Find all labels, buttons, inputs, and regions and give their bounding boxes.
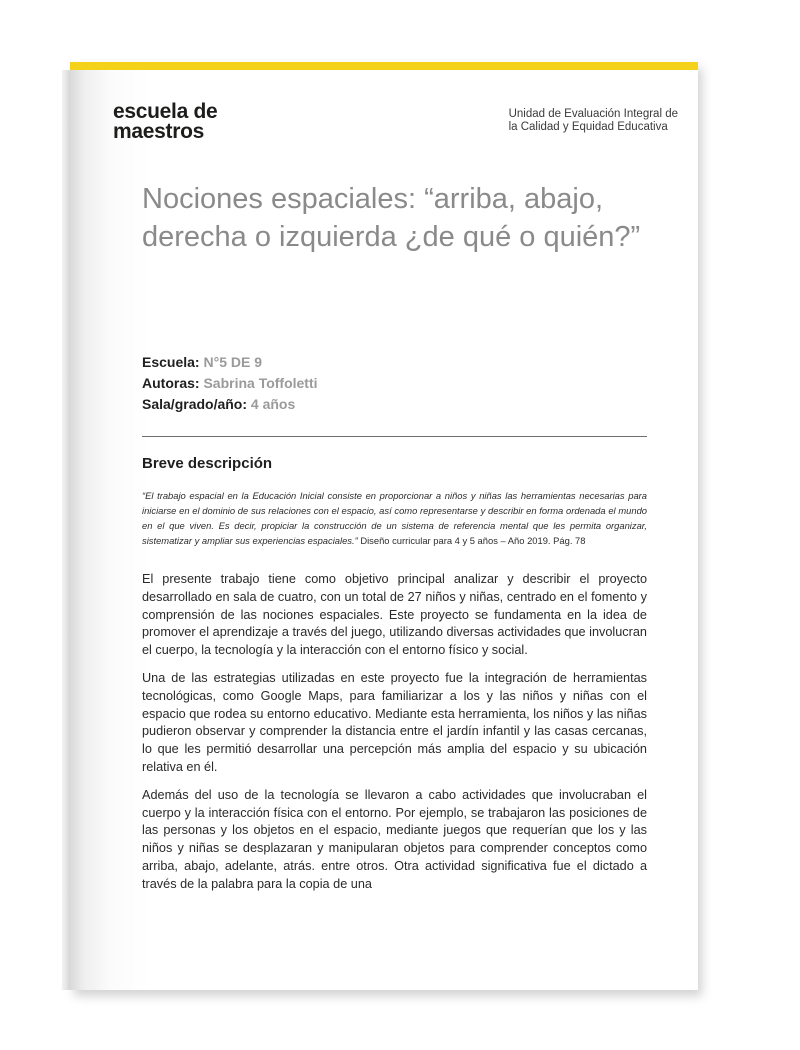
logo-line-2: maestros <box>113 120 204 143</box>
curriculum-quote <box>142 488 647 548</box>
authors-value: Sabrina Toffoletti <box>203 375 318 391</box>
quote-text: “El trabajo espacial en la Educación Inicial consiste en proporcionar a niños y niñas las herramientas necesarias para iniciarse en el dominio de sus relaciones con el espacio, así como representarse y describir en forma ordenada el mundo en el que viven. Es decir, propiciar la construcción de un sistema de referencia mental que les permita organizar, sistematizar y ampliar sus experiencias espaciales.” <box>142 490 647 546</box>
yellow-top-bar <box>70 62 698 70</box>
meta-grade <box>142 394 318 415</box>
institution-unit <box>509 108 678 134</box>
authors-label: Autoras: <box>142 375 200 391</box>
school-label: Escuela: <box>142 354 200 370</box>
grade-value: 4 años <box>250 396 296 412</box>
paragraph: El presente trabajo tiene como objetivo principal analizar y describir el proyecto desarrollado en sala de cuatro, con un total de 27 niños y niñas, centrado en el fomento y comprensión de las nociones espaciales. Este proyecto se fundamenta en la idea de promover el aprendizaje a través del juego, utilizando diversas actividades que involucran el cuerpo, la tecnología y la interacción con el entorno físico y social. <box>142 572 647 658</box>
unit-line-1: Unidad de Evaluación Integral de <box>508 108 678 120</box>
grade-label: Sala/grado/año: <box>142 396 248 412</box>
paragraph: Una de las estrategias utilizadas en este proyecto fue la integración de herramientas tecnológicas, como Google Maps, para familiarizar a los y las niños y niñas con el espacio que rodea su entorno educativo. Mediante esta herramienta, los niños y las niñas pudieron observar y comprender la distancia entre el jardín infantil y las casas cercanas, lo que les permitió desarrollar una percepción más amplia del espacio y su ubicación relativa en él. <box>142 670 647 774</box>
document-page <box>70 62 698 990</box>
document-title: Nociones espaciales: “arriba, abajo, derecha o izquierda ¿de qué o quién?” <box>142 183 641 253</box>
meta-school <box>142 352 318 373</box>
unit-line-2: la Calidad y Equidad Educativa <box>508 121 668 133</box>
divider <box>142 436 647 437</box>
quote-source: Diseño curricular para 4 y 5 años – Año 2019. Pág. 78 <box>357 535 586 546</box>
escuela-de-maestros-logo <box>113 102 217 142</box>
document-meta <box>142 352 318 415</box>
section-heading: Breve descripción <box>142 455 273 472</box>
logo-line-1: escuela de <box>113 100 218 123</box>
school-value: N°5 DE 9 <box>203 354 262 370</box>
paragraph: Además del uso de la tecnología se llevaron a cabo actividades que involucraban el cuerpo y la interacción física con el entorno. Por ejemplo, se trabajaron las posiciones de las personas y los objetos en el espacio, mediante juegos que requerían que los y las niños y niñas se desplazaran y manipularan objetos para comprender conceptos como arriba, abajo, adelante, atrás. entre otros. Otra actividad significativa fue el dictado a través de la palabra para la copia de una <box>142 787 647 891</box>
meta-authors <box>142 373 318 394</box>
body-text <box>142 571 647 904</box>
